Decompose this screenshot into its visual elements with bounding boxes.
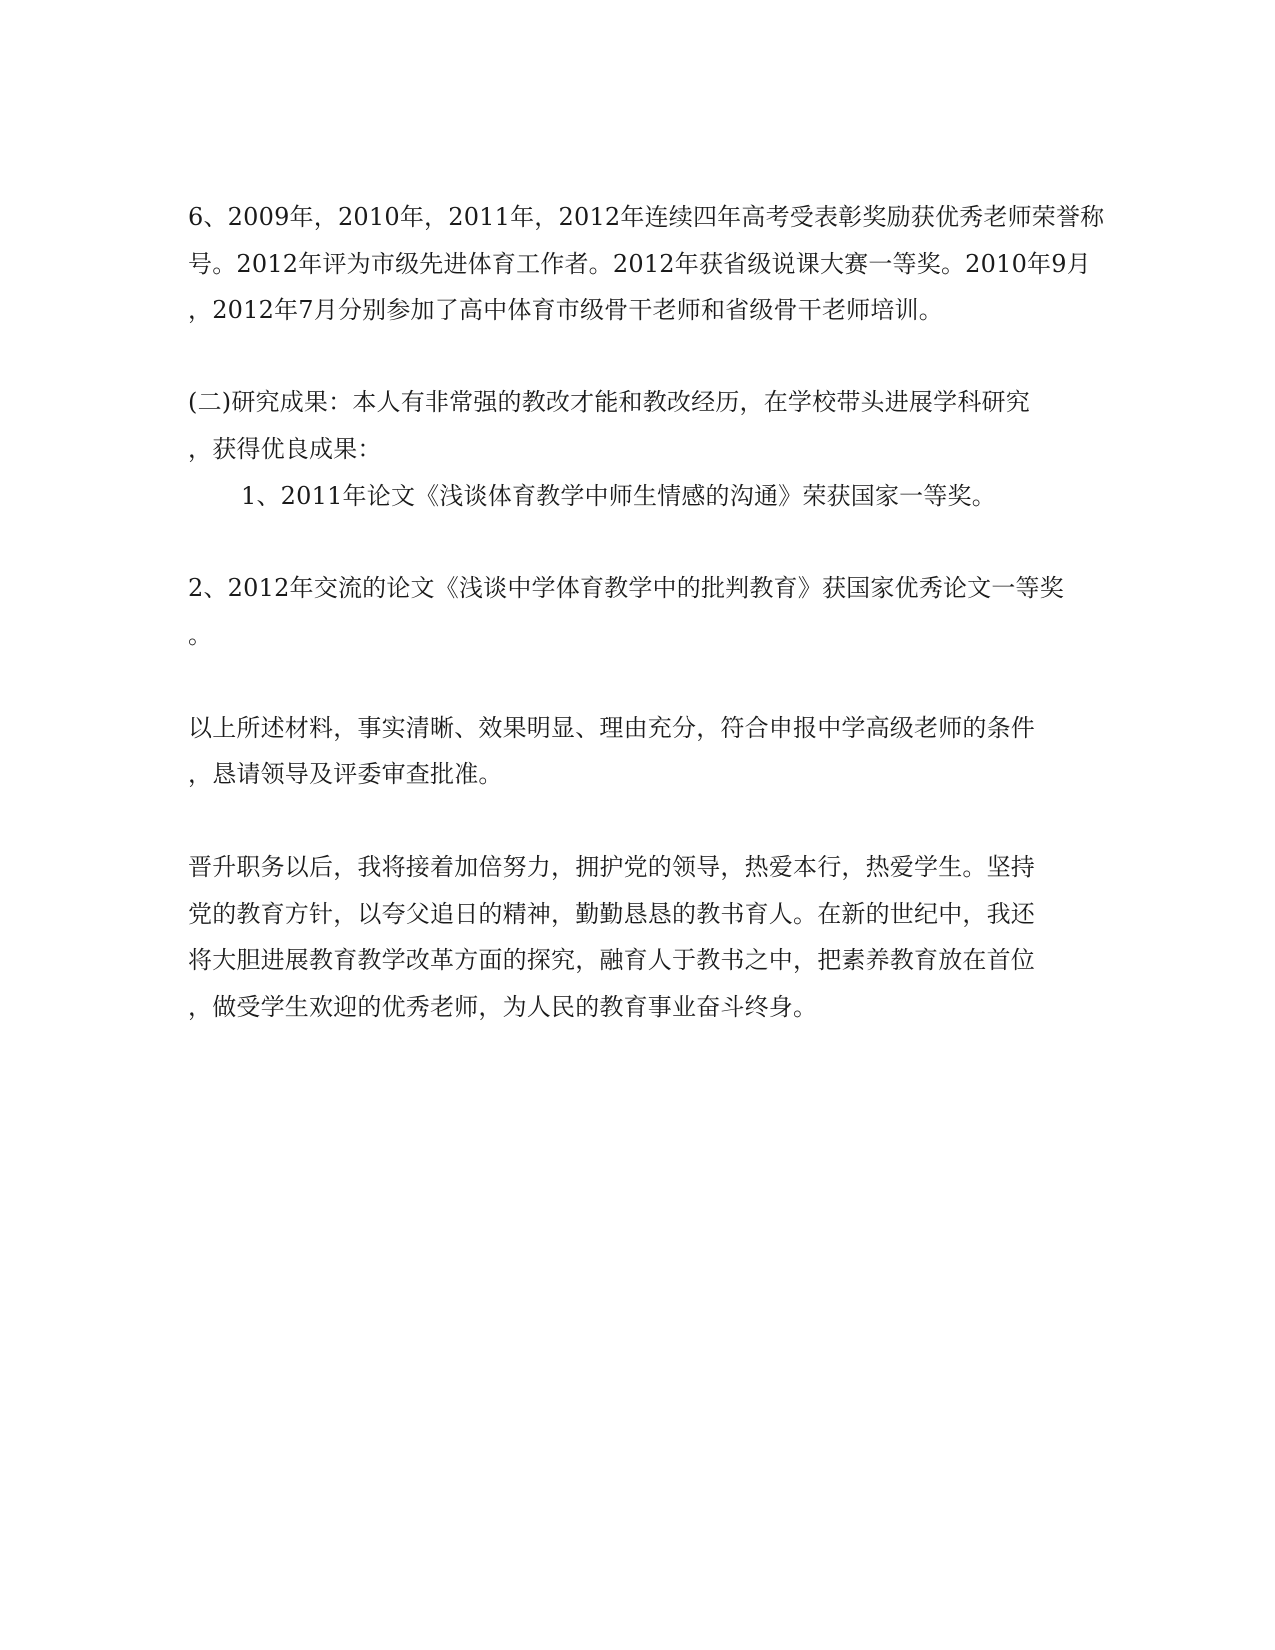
text-line: 以上所述材料，事实清晰、效果明显、理由充分，符合申报中学高级老师的条件 [188,714,1035,742]
text-line: 。 [188,621,213,649]
research-item-2: 2、2012年交流的论文《浅谈中学体育教学中的批判教育》获国家优秀论文一等奖 [188,574,1064,602]
text-line: ，2012年7月分别参加了高中体育市级骨干老师和省级骨干老师培训。 [188,296,943,324]
text-line: 党的教育方针，以夸父追日的精神，勤勤恳恳的教书育人。在新的世纪中，我还 [188,900,1035,928]
text-line: 晋升职务以后，我将接着加倍努力，拥护党的领导，热爱本行，热爱学生。坚持 [188,853,1035,881]
text-line: (二)研究成果：本人有非常强的教改才能和教改经历，在学校带头进展学科研究 [188,388,1030,416]
text-line: ，做受学生欢迎的优秀老师，为人民的教育事业奋斗终身。 [188,993,818,1021]
text-line: 6、2009年，2010年，2011年，2012年连续四年高考受表彰奖励获优秀老师荣誉称 [188,203,1105,231]
text-line: 号。2012年评为市级先进体育工作者。2012年获省级说课大赛一等奖。2010年9月 [188,250,1091,278]
text-line: ，获得优良成果： [188,435,382,463]
text-line: 将大胆进展教育教学改革方面的探究，融育人于教书之中，把素养教育放在首位 [188,946,1035,974]
research-item-1: 1、2011年论文《浅谈体育教学中师生情感的沟通》荣获国家一等奖。 [241,482,996,510]
text-line: ，恳请领导及评委审查批准。 [188,760,503,788]
